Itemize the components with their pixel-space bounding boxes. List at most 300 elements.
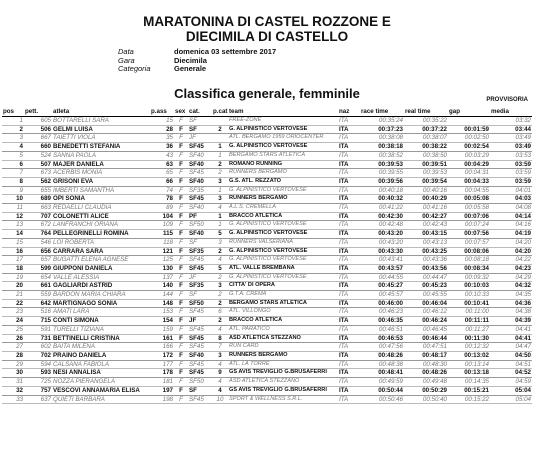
cell-cat: SF40 xyxy=(189,160,204,168)
cell-gap: 00:10:03 xyxy=(464,282,489,290)
cell-cat: SF35 xyxy=(189,282,204,290)
cell-sex: F xyxy=(179,264,183,272)
cell-cat: SF40 xyxy=(189,177,204,185)
cell-atleta: BOTTARELLI SARA xyxy=(53,117,109,124)
cell-race-time: 00:50:46 xyxy=(378,395,403,403)
cell-team: ROMANO RUNNING xyxy=(229,160,283,167)
cell-atleta: TURELLI TIZIANA xyxy=(53,325,104,333)
cell-race-time: 00:46:35 xyxy=(378,317,403,325)
table-row xyxy=(2,143,532,152)
cell-atleta: COLONETTI ALICE xyxy=(53,212,109,220)
cell-cat: SF45 xyxy=(189,256,204,264)
cell-pcat: 1 xyxy=(218,221,222,229)
cell-sex: F xyxy=(179,204,183,212)
cell-atleta: LANFRANCHI ORIANA xyxy=(53,221,118,229)
cell-media: 03:59 xyxy=(515,169,531,177)
cell-real-time: 00:42:27 xyxy=(422,212,447,220)
cell-media: 04:47 xyxy=(515,343,531,351)
cell-pcat: 7 xyxy=(218,343,222,351)
cell-real-time: 00:45:55 xyxy=(422,291,447,299)
cell-race-time: 00:50:44 xyxy=(378,386,403,394)
cell-pass: 148 xyxy=(162,299,173,307)
cell-pett: 642 xyxy=(40,299,51,307)
cell-gap: 00:07:06 xyxy=(464,212,489,220)
cell-pcat: 3 xyxy=(218,177,222,185)
cell-pass: 140 xyxy=(162,282,173,290)
cell-race-time: 00:45:57 xyxy=(378,291,403,299)
cell-gap: 00:13:18 xyxy=(464,369,489,377)
cell-team: GS AVIS TREVIGLIO G.BRUSAFERRI xyxy=(229,369,327,376)
cell-pass: 63 xyxy=(166,160,173,168)
cell-naz: ITA xyxy=(339,143,349,151)
cell-team: G. ALPINISTICO VERTOVESE xyxy=(229,125,308,132)
table-row xyxy=(2,230,532,239)
cell-pett: 715 xyxy=(40,317,51,325)
cell-cat: SF50 xyxy=(189,221,204,229)
cell-race-time: 00:43:20 xyxy=(378,230,403,238)
cell-naz: ITA xyxy=(339,160,349,168)
cell-naz: ITA xyxy=(339,386,349,394)
cell-team: ATL. VILLONGO xyxy=(229,308,271,315)
cell-sex: F xyxy=(179,282,183,290)
cell-media: 04:14 xyxy=(515,212,531,220)
cell-atleta: OPI SONIA xyxy=(53,195,85,203)
cell-real-time: 00:48:30 xyxy=(422,360,447,368)
gara-label: Gara xyxy=(118,55,135,65)
table-row xyxy=(2,351,532,360)
cell-pass: 130 xyxy=(162,264,173,272)
cell-cat: SF50 xyxy=(189,299,204,307)
cell-real-time: 00:48:26 xyxy=(422,369,447,377)
cell-race-time: 00:35:24 xyxy=(378,117,403,124)
cell-pett: 591 xyxy=(40,325,51,333)
cell-race-time: 00:39:55 xyxy=(378,169,403,177)
cell-team: G.S. ATL. REZZATO xyxy=(229,177,281,184)
cell-sex: F xyxy=(179,186,183,194)
cell-cat: JF xyxy=(189,134,196,142)
cell-media: 03:59 xyxy=(515,177,531,185)
cell-cat: SF xyxy=(189,291,197,299)
cell-real-time: 00:50:40 xyxy=(422,395,447,403)
cell-sex: F xyxy=(179,343,183,351)
cell-naz: ITA xyxy=(339,134,349,142)
table-row xyxy=(2,256,532,265)
cell-pett: 602 xyxy=(40,343,51,351)
cell-atleta: QUIETI BARBARA xyxy=(53,395,105,403)
cell-pcat: 5 xyxy=(218,230,222,238)
cell-race-time: 00:45:27 xyxy=(378,282,403,290)
cell-real-time: 00:47:51 xyxy=(422,343,447,351)
event-title-line2: DIECIMILA DI CASTELLO xyxy=(185,29,349,44)
cell-cat: SF45 xyxy=(189,308,204,316)
cell-pass: 125 xyxy=(162,256,173,264)
cell-real-time: 00:46:12 xyxy=(422,308,447,316)
cell-team: RUN CARD xyxy=(229,343,259,350)
table-row xyxy=(2,299,532,308)
cell-media: 03:53 xyxy=(515,151,531,159)
cell-naz: ITA xyxy=(339,273,349,281)
cell-pcat: 10 xyxy=(216,395,224,403)
col-pos: pos xyxy=(2,106,24,117)
cell-atleta: NESI ANNALISA xyxy=(53,369,101,377)
cell-real-time: 00:43:56 xyxy=(422,264,447,272)
cell-gap: 00:08:18 xyxy=(464,256,489,264)
cell-pass: 104 xyxy=(162,212,173,220)
table-row xyxy=(2,238,532,247)
table-row xyxy=(2,264,532,273)
cell-pett: 594 xyxy=(40,360,51,368)
cell-atleta: SANNA PAOLA xyxy=(53,151,96,159)
table-header-row xyxy=(2,106,532,117)
cell-pos: 20 xyxy=(16,282,23,290)
results-table xyxy=(2,106,532,404)
cell-pass: 118 xyxy=(163,238,173,246)
cell-naz: ITA xyxy=(339,395,349,403)
col-sex: sex xyxy=(174,106,188,117)
cell-gap: 00:14:35 xyxy=(464,378,489,386)
cell-gap: 00:04:33 xyxy=(464,177,489,185)
cell-gap: 00:08:06 xyxy=(464,247,489,255)
cell-pos: 31 xyxy=(16,378,23,386)
cell-pos: 2 xyxy=(19,125,23,133)
cell-real-time: 00:35:22 xyxy=(422,117,447,124)
cell-pcat: 3 xyxy=(218,282,222,290)
cell-atleta: GELMI LUISA xyxy=(53,125,93,133)
cell-team: BRACCO ATLETICA xyxy=(229,212,283,219)
cell-gap: 00:12:32 xyxy=(464,343,489,351)
cell-sex: F xyxy=(179,238,183,246)
col-pass: p.ass xyxy=(150,106,174,117)
cell-race-time: 00:43:41 xyxy=(378,256,403,264)
cell-media: 04:50 xyxy=(515,351,531,359)
cell-naz: ITA xyxy=(339,177,349,185)
cell-pos: 1 xyxy=(19,117,23,124)
cell-naz: ITA xyxy=(339,282,349,290)
cell-pos: 13 xyxy=(16,221,23,229)
cell-pett: 673 xyxy=(40,169,51,177)
cell-team: G.T.A. CREMA xyxy=(229,291,267,298)
cell-pett: 656 xyxy=(40,247,51,255)
gara-value: Diecimila xyxy=(174,55,207,65)
cell-gap: 00:02:54 xyxy=(464,143,489,151)
cell-team: G. ALPINISTICO VERTOVESE xyxy=(229,186,307,193)
cell-atleta: BAITA MILENA xyxy=(53,343,95,351)
cell-media: 04:16 xyxy=(515,221,531,229)
cell-pcat: 2 xyxy=(218,291,222,299)
cell-atleta: ACERBIS MONIA xyxy=(53,169,103,177)
cell-pos: 12 xyxy=(16,212,23,220)
cell-pass: 66 xyxy=(166,177,173,185)
table-row xyxy=(2,125,532,134)
table-row xyxy=(2,273,532,282)
cell-cat: SF xyxy=(189,238,197,246)
cell-media: 03:59 xyxy=(515,160,531,168)
cell-team: BERGAMO STARS ATLETICA xyxy=(229,299,307,306)
cell-media: 04:20 xyxy=(515,247,531,255)
cell-pcat: 6 xyxy=(218,308,222,316)
table-row xyxy=(2,212,532,221)
cell-race-time: 00:43:57 xyxy=(378,264,403,272)
cell-pett: 660 xyxy=(40,143,51,151)
cell-pett: 764 xyxy=(40,230,51,238)
cell-pcat: 2 xyxy=(218,317,222,325)
cell-atleta: PRAINO DANIELA xyxy=(53,351,107,359)
table-row xyxy=(2,317,532,326)
cell-pass: 159 xyxy=(162,325,173,333)
cell-pos: 16 xyxy=(16,247,23,255)
cell-race-time: 00:46:23 xyxy=(378,308,403,316)
cell-pass: 78 xyxy=(166,195,173,203)
table-row xyxy=(2,334,532,343)
cell-cat: SF45 xyxy=(189,325,204,333)
cell-pos: 3 xyxy=(19,134,23,142)
cell-gap: 00:13:02 xyxy=(464,351,489,359)
cell-pass: 115 xyxy=(163,230,173,238)
table-row xyxy=(2,369,532,378)
cell-race-time: 00:40:18 xyxy=(378,186,403,194)
cell-cat: SF40 xyxy=(189,230,204,238)
cell-naz: ITA xyxy=(339,117,349,124)
cell-naz: ITA xyxy=(339,360,349,368)
cell-naz: ITA xyxy=(339,151,349,159)
section-heading: Classifica generale, femminile xyxy=(174,86,360,101)
cell-real-time: 00:46:45 xyxy=(422,325,447,333)
cell-media: 04:19 xyxy=(515,230,531,238)
cell-pos: 22 xyxy=(16,299,23,307)
cell-sex: F xyxy=(179,325,183,333)
cell-pass: 89 xyxy=(166,204,173,212)
cell-pos: 30 xyxy=(16,369,23,377)
cell-pos: 32 xyxy=(16,386,23,394)
cell-gap: 00:11:30 xyxy=(464,334,489,342)
cell-atleta: CONTI SIMONA xyxy=(53,317,99,325)
cell-cat: SF45 xyxy=(189,195,204,203)
cell-cat: SF45 xyxy=(189,343,204,351)
cell-cat: SF xyxy=(189,117,197,124)
cell-race-time: 00:44:55 xyxy=(378,273,403,281)
cell-sex: F xyxy=(179,177,183,185)
cell-media: 04:35 xyxy=(515,291,531,299)
cell-pcat: 2 xyxy=(218,169,222,177)
cell-race-time: 00:39:56 xyxy=(378,177,403,185)
cell-real-time: 00:46:04 xyxy=(422,299,447,307)
cell-pcat: 4 xyxy=(218,360,222,368)
cell-gap: 00:05:08 xyxy=(464,195,489,203)
cell-cat: JF xyxy=(189,273,196,281)
cell-gap xyxy=(448,117,490,126)
cell-pass: 181 xyxy=(162,378,173,386)
cell-team: BRACCO ATLETICA xyxy=(229,317,283,324)
cell-cat: SF45 xyxy=(189,369,204,377)
cell-media: 04:36 xyxy=(515,299,531,307)
cell-pass: 177 xyxy=(162,360,173,368)
cell-pass: 197 xyxy=(162,386,173,394)
cell-team: SPORT & WELLNESS S.R.L. xyxy=(229,395,303,402)
cell-real-time: 00:48:17 xyxy=(422,351,447,359)
col-cat: cat. xyxy=(188,106,212,117)
cell-pett: 707 xyxy=(40,212,51,220)
cell-naz: ITA xyxy=(339,221,349,229)
col-pett: pett. xyxy=(24,106,52,117)
cell-media: 04:38 xyxy=(515,308,531,316)
cell-pett: 702 xyxy=(40,351,51,359)
cell-real-time: 00:37:22 xyxy=(422,125,447,133)
cell-race-time: 00:48:26 xyxy=(378,351,403,359)
cell-real-time: 00:45:23 xyxy=(422,282,447,290)
cell-media: 04:20 xyxy=(515,238,531,246)
cell-race-time: 00:43:30 xyxy=(378,247,403,255)
cell-real-time: 00:49:48 xyxy=(422,378,447,386)
cell-sex: F xyxy=(179,291,183,299)
cell-pett: 689 xyxy=(40,195,51,203)
cell-race-time: 00:41:22 xyxy=(378,204,403,212)
cell-pass: 15 xyxy=(166,117,173,124)
cell-real-time: 00:38:07 xyxy=(422,134,447,142)
cell-pcat: 9 xyxy=(218,369,222,377)
cell-naz: ITA xyxy=(339,317,349,325)
cell-gap: 00:15:22 xyxy=(464,395,489,403)
col-team: team xyxy=(228,106,338,117)
cell-media: 05:04 xyxy=(515,395,531,403)
cell-team: ATL. LA TORRE xyxy=(229,360,270,367)
cell-pos: 9 xyxy=(19,186,23,194)
cell-gap: 00:04:29 xyxy=(464,160,489,168)
cell-cat: SF40 xyxy=(189,351,204,359)
cell-gap: 00:08:34 xyxy=(464,264,489,272)
cell-sex: F xyxy=(179,395,183,403)
cell-gap: 00:10:41 xyxy=(464,299,489,307)
cell-team: GS AVIS TREVIGLIO G.BRUSAFERRI xyxy=(229,386,327,393)
cell-pass: 109 xyxy=(162,221,173,229)
cell-pcat: 1 xyxy=(218,143,222,151)
cell-real-time: 00:39:54 xyxy=(422,177,447,185)
cell-media: 03:49 xyxy=(515,143,531,151)
cell-media: 03:44 xyxy=(515,125,531,133)
cell-pett: 667 xyxy=(40,134,51,142)
cell-pett: 599 xyxy=(40,264,51,272)
col-race-time: race time xyxy=(360,106,404,117)
cell-sex: F xyxy=(179,230,183,238)
cell-sex: F xyxy=(179,247,183,255)
cell-cat: SF40 xyxy=(189,151,204,159)
cell-pos: 19 xyxy=(16,273,23,281)
cell-media: 04:23 xyxy=(515,264,531,272)
cell-pos: 23 xyxy=(16,308,23,316)
cell-gap: 00:07:56 xyxy=(464,230,489,238)
cell-team: G. ALPINISTICO VERTOVESE xyxy=(229,256,307,263)
cell-team: G. ALPINISTICO VERTOVESE xyxy=(229,247,308,254)
table-row xyxy=(2,177,532,186)
cell-pett: 654 xyxy=(40,273,51,281)
cell-media: 05:04 xyxy=(515,386,531,394)
cell-pett: 506 xyxy=(40,125,51,133)
cell-pcat: 3 xyxy=(218,195,222,203)
cell-pett: 637 xyxy=(40,395,51,403)
table-row xyxy=(2,151,532,160)
cell-cat: SF45 xyxy=(189,360,204,368)
categoria-label: Categoria xyxy=(118,64,151,73)
cell-sex: F xyxy=(179,212,183,220)
cell-gap: 00:10:33 xyxy=(464,291,489,299)
cell-media: 04:59 xyxy=(515,378,531,386)
cell-pos: 7 xyxy=(19,169,23,177)
table-row xyxy=(2,117,532,126)
cell-pcat: 2 xyxy=(218,299,222,307)
cell-cat: SF50 xyxy=(189,378,204,386)
cell-sex: F xyxy=(179,386,183,394)
cell-race-time: 00:39:53 xyxy=(378,160,403,168)
event-title xyxy=(0,14,534,44)
cell-real-time: 00:43:25 xyxy=(422,247,447,255)
cell-naz: ITA xyxy=(339,378,349,386)
cell-pos: 17 xyxy=(16,256,23,264)
cell-pos: 33 xyxy=(16,395,23,403)
cell-real-time: 00:44:47 xyxy=(422,273,447,281)
cell-real-time: 00:38:22 xyxy=(422,143,447,151)
cell-media: 04:41 xyxy=(515,334,531,342)
cell-pett: 657 xyxy=(40,256,51,264)
cell-pcat: 2 xyxy=(218,160,222,168)
cell-cat: SF45 xyxy=(189,169,204,177)
cell-pcat: 4 xyxy=(218,378,222,386)
cell-race-time: 00:38:52 xyxy=(378,151,403,159)
cell-pass: 36 xyxy=(166,143,173,151)
cell-cat: SF45 xyxy=(189,143,204,151)
cell-atleta: AMATI LARA xyxy=(53,308,90,316)
table-row xyxy=(2,386,532,395)
cell-media: 04:51 xyxy=(515,360,531,368)
cell-team: RUNNERS BERGAMO xyxy=(229,195,288,202)
cell-pcat: 4 xyxy=(218,325,222,333)
cell-media: 04:29 xyxy=(515,273,531,281)
table-row xyxy=(2,282,532,291)
col-media: media xyxy=(490,106,532,117)
cell-cat: JF xyxy=(189,317,197,325)
cell-gap: 00:13:14 xyxy=(464,360,489,368)
table-row xyxy=(2,195,532,204)
table-row xyxy=(2,343,532,352)
cell-atleta: BENEDETTI STEFANIA xyxy=(53,143,121,151)
cell-pos: 18 xyxy=(16,264,23,272)
cell-media: 04:03 xyxy=(515,195,531,203)
table-row xyxy=(2,204,532,213)
cell-race-time: 00:47:56 xyxy=(378,343,403,351)
table-row xyxy=(2,308,532,317)
cell-real-time: 00:40:29 xyxy=(422,195,447,203)
cell-race-time: 00:42:48 xyxy=(378,221,403,229)
cell-naz: ITA xyxy=(339,125,349,133)
cell-real-time: 00:46:24 xyxy=(422,317,447,325)
table-row xyxy=(2,134,532,143)
cell-team: G. ALPINISTICO VERTOVESE xyxy=(229,273,307,280)
cell-real-time: 00:43:36 xyxy=(422,256,447,264)
cell-sex: F xyxy=(179,308,183,316)
cell-naz: ITA xyxy=(339,238,349,246)
cell-gap: 00:11:00 xyxy=(465,308,489,316)
cell-pos: 11 xyxy=(16,204,23,212)
cell-media: 03:49 xyxy=(515,134,531,142)
cell-pett: 661 xyxy=(40,282,51,290)
table-row xyxy=(2,360,532,369)
cell-pcat: 4 xyxy=(218,256,222,264)
status-badge: PROVVISORIA xyxy=(486,97,528,103)
cell-atleta: MARTIGNAGO SONIA xyxy=(53,299,118,307)
cell-pett: 524 xyxy=(40,151,51,159)
cell-real-time: 00:41:16 xyxy=(422,204,447,212)
table-row xyxy=(2,325,532,334)
cell-pos: 25 xyxy=(16,325,23,333)
cell-naz: ITA xyxy=(339,230,349,238)
